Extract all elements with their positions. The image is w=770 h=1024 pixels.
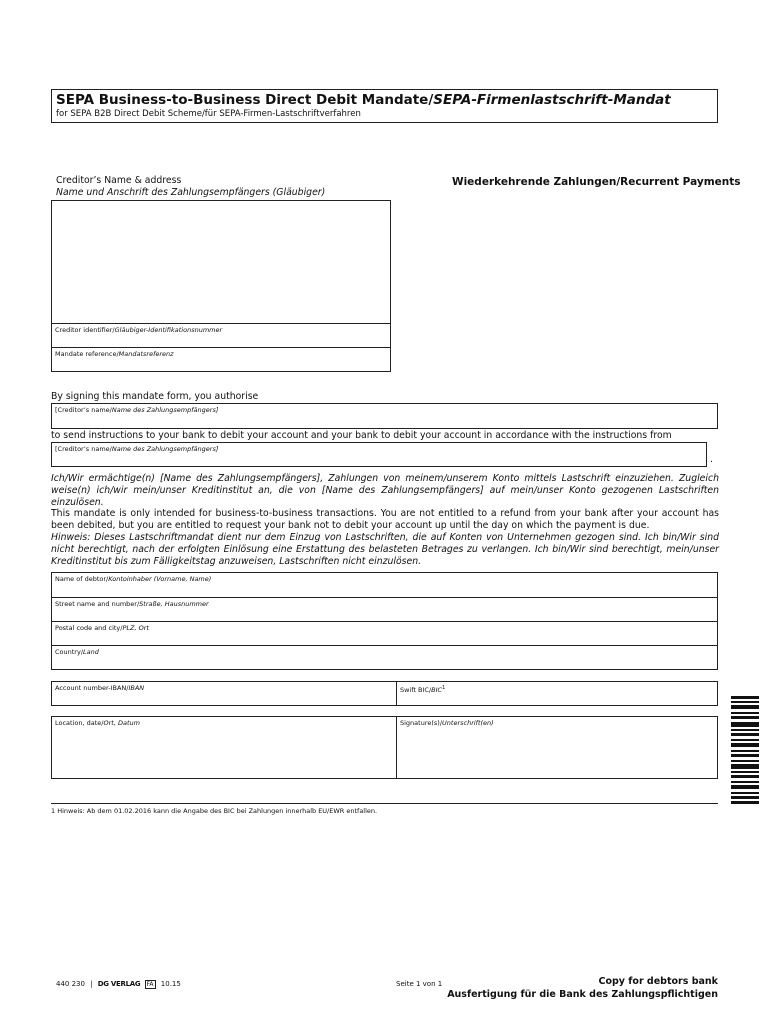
mandate-reference-field[interactable]: [52, 348, 390, 371]
debtor-name-label-de: Kontoinhaber (Vorname, Name): [108, 575, 212, 583]
creditor-name-address-field[interactable]: [52, 201, 390, 323]
iban-field[interactable]: [52, 682, 396, 705]
iban-label-en: Account number-IBAN/: [55, 684, 129, 692]
bic-field[interactable]: [397, 682, 717, 705]
postal-city-label-en: Postal code and city/: [55, 624, 123, 632]
creditor-label-de: Name und Anschrift des Zahlungsempfängers (Gläubiger): [56, 187, 326, 198]
barcode-graphic: [731, 696, 759, 804]
signature-label-en: Signature(s)/: [400, 719, 443, 727]
copy-label-de: Ausfertigung für die Bank des Zahlungspflichtigen: [447, 989, 718, 1000]
debtor-address-block: [51, 572, 718, 670]
bic-label-en: Swift BIC/: [400, 686, 432, 695]
badge: FA: [146, 981, 154, 988]
version: 10.15: [160, 980, 181, 988]
street-label-en: Street name and number/: [55, 600, 140, 608]
signature-field[interactable]: [397, 717, 717, 778]
notice-german: Hinweis: Dieses Lastschriftmandat dient nur dem Einzug von Lastschriften, die auf Konten von Unternehmen gezogen sind. Ich bin/Wir sind nicht berechtigt, nach der erfolgten Einlösung eine Erstattung des belasteten Betrages zu verlangen. Ich bin/Wir sind berechtigt, mein/unser Kreditinstitut bis zum Fälligkeitstag anzuweisen, Lastschriften nicht einzulösen.: [51, 532, 719, 567]
postal-city-label: [55, 624, 149, 632]
location-date-label-en: Location, date/: [55, 719, 104, 727]
creditor-name-field-2-label-en: [Creditor’s name/: [55, 445, 112, 453]
street-label-de: Straße, Hausnummer: [139, 600, 209, 608]
mandate-reference-label-en: Mandate reference/: [55, 350, 119, 358]
debtor-name-label: [55, 575, 211, 583]
page-number: Seite 1 von 1: [396, 980, 443, 988]
authorisation-instruction: to send instructions to your bank to debit your account and your bank to debit your account in accordance with the instructions from: [51, 430, 672, 441]
payment-type: Wiederkehrende Zahlungen/Recurrent Payments: [452, 176, 741, 188]
mandate-reference-label: [55, 350, 174, 358]
german-authorisation-paragraph: Ich/Wir ermächtige(n) [Name des Zahlungsempfängers], Zahlungen von meinem/unserem Konto mittels Lastschrift einzuziehen. Zugleich weise(n) ich/wir mein/unser Kreditinstitut an, die von [Name des Zahlungsempfängers] auf mein/unser Konto gezogenen Lastschriften einzulösen.: [51, 473, 719, 508]
footer-form-info: 440 230 | DG VERLAG FA 10.15: [56, 980, 181, 988]
creditor-block: [51, 200, 391, 372]
creditor-identifier-label-en: Creditor identifier/: [55, 326, 115, 334]
signature-label: [400, 719, 494, 727]
creditor-label-en: Creditor’s Name & address: [56, 175, 182, 186]
bic-label: [400, 684, 445, 694]
iban-label-de: IBAN: [128, 684, 145, 692]
street-label: [55, 600, 209, 608]
bic-label-de: BIC: [431, 686, 443, 695]
page-subtitle: for SEPA B2B Direct Debit Scheme/für SEPA-Firmen-Lastschriftverfahren: [56, 109, 361, 119]
page-title: [56, 92, 671, 109]
country-label: [55, 648, 99, 656]
creditor-name-field-2-label-de: Name des Zahlungsempfängers]: [111, 445, 219, 453]
country-field[interactable]: [52, 646, 717, 669]
creditor-name-field-2[interactable]: [51, 442, 707, 467]
location-signature-block: [51, 716, 718, 779]
account-bic-block: [51, 681, 718, 706]
location-date-label: [55, 719, 140, 727]
authorisation-intro: By signing this mandate form, you authorise: [51, 391, 259, 402]
iban-label: [55, 684, 144, 692]
mandate-reference-label-de: Mandatsreferenz: [118, 350, 174, 358]
location-date-label-de: Ort, Datum: [103, 719, 140, 727]
form-number: 440 230: [56, 980, 85, 988]
creditor-name-field-1[interactable]: [51, 403, 718, 429]
creditor-name-field-1-label-en: [Creditor’s name/: [55, 406, 112, 414]
footnote-text: 1 Hinweis: Ab dem 01.02.2016 kann die Angabe des BIC bei Zahlungen innerhalb EU/EWR entfallen.: [51, 807, 378, 815]
creditor-name-field-1-label-de: Name des Zahlungsempfängers]: [111, 406, 219, 414]
creditor-identifier-label-de: Gläubiger-Identifikationsnummer: [114, 326, 223, 334]
creditor-name-field-2-label: [55, 445, 218, 453]
creditor-name-field-1-label: [55, 406, 218, 414]
copy-label-en: Copy for debtors bank: [598, 976, 718, 987]
signature-label-de: Unterschrift(en): [442, 719, 494, 727]
creditor-identifier-field[interactable]: [52, 324, 390, 347]
postal-city-label-de: PLZ, Ort: [122, 624, 149, 632]
bic-footnote-mark: 1: [442, 685, 446, 691]
location-date-field[interactable]: [52, 717, 396, 778]
publisher: DG VERLAG: [97, 980, 141, 988]
country-label-en: Country/: [55, 648, 84, 656]
footnote-rule: [51, 803, 718, 804]
country-label-de: Land: [83, 648, 99, 656]
debtor-name-field[interactable]: [52, 573, 717, 597]
title-box: [51, 89, 718, 123]
title-german: SEPA-Firmenlastschrift-Mandat: [433, 92, 671, 108]
notice-english: This mandate is only intended for business-to-business transactions. You are not entitled to a refund from your bank after your account has been debited, but you are entitled to request your bank not to debit your account up until the day on which the payment is due.: [51, 508, 719, 531]
title-english: SEPA Business-to-Business Direct Debit Mandate/: [56, 92, 434, 108]
creditor-identifier-label: [55, 326, 222, 334]
postal-city-field[interactable]: [52, 622, 717, 645]
street-field[interactable]: [52, 598, 717, 621]
debtor-name-label-en: Name of debtor/: [55, 575, 109, 583]
sentence-end-dot: .: [710, 454, 713, 465]
